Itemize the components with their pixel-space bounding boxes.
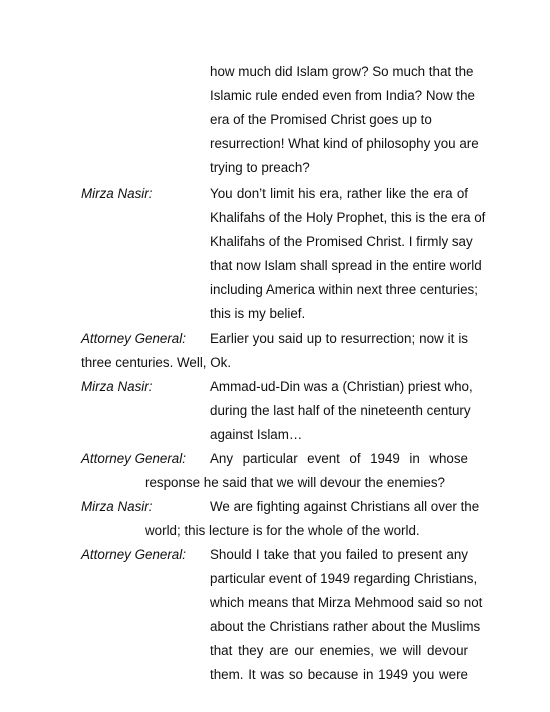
intro-line: trying to preach?: [210, 160, 310, 175]
dialogue-line: which means that Mirza Mehmood said so not: [210, 595, 483, 610]
intro-line: era of the Promised Christ goes up to: [210, 112, 432, 127]
dialogue-line: We are fighting against Christians all over the: [210, 499, 480, 514]
dialogue-line: that they are our enemies, we will devour: [210, 643, 468, 658]
dialogue-line: Khalifahs of the Promised Christ. I firmly say: [210, 234, 473, 249]
dialogue-line: three centuries. Well, Ok.: [81, 355, 232, 370]
speaker-label: Attorney General:: [81, 331, 186, 346]
dialogue-line: Khalifahs of the Holy Prophet, this is the era of: [210, 210, 486, 225]
intro-line: Islamic rule ended even from India? Now the: [210, 88, 475, 103]
dialogue-line: Ammad-ud-Din was a (Christian) priest who,: [210, 379, 473, 394]
speaker-label: Mirza Nasir:: [81, 186, 153, 201]
dialogue-line: them. It was so because in 1949 you were: [210, 667, 468, 682]
dialogue-line: including America within next three centuries;: [210, 282, 478, 297]
dialogue-line: You don’t limit his era, rather like the era of: [210, 186, 468, 201]
speaker-label: Attorney General:: [81, 547, 186, 562]
speaker-label: Mirza Nasir:: [81, 499, 153, 514]
dialogue-line: Any particular event of 1949 in whose: [210, 451, 468, 466]
dialogue-line: against Islam…: [210, 427, 303, 442]
dialogue-line: that now Islam shall spread in the entire world: [210, 258, 482, 273]
dialogue-line: this is my belief.: [210, 306, 306, 321]
intro-line: how much did Islam grow? So much that the: [210, 64, 474, 79]
dialogue-line: world; this lecture is for the whole of the world.: [145, 523, 420, 538]
dialogue-line: particular event of 1949 regarding Christians,: [210, 571, 478, 586]
dialogue-line: Earlier you said up to resurrection; now it is: [210, 331, 468, 346]
dialogue-line: response he said that we will devour the enemies?: [145, 475, 445, 490]
dialogue-line: about the Christians rather about the Muslims: [210, 619, 481, 634]
intro-line: resurrection! What kind of philosophy you are: [210, 136, 479, 151]
dialogue-line: during the last half of the nineteenth century: [210, 403, 471, 418]
speaker-label: Mirza Nasir:: [81, 379, 153, 394]
speaker-label: Attorney General:: [81, 451, 186, 466]
dialogue-line: Should I take that you failed to present any: [210, 547, 468, 562]
